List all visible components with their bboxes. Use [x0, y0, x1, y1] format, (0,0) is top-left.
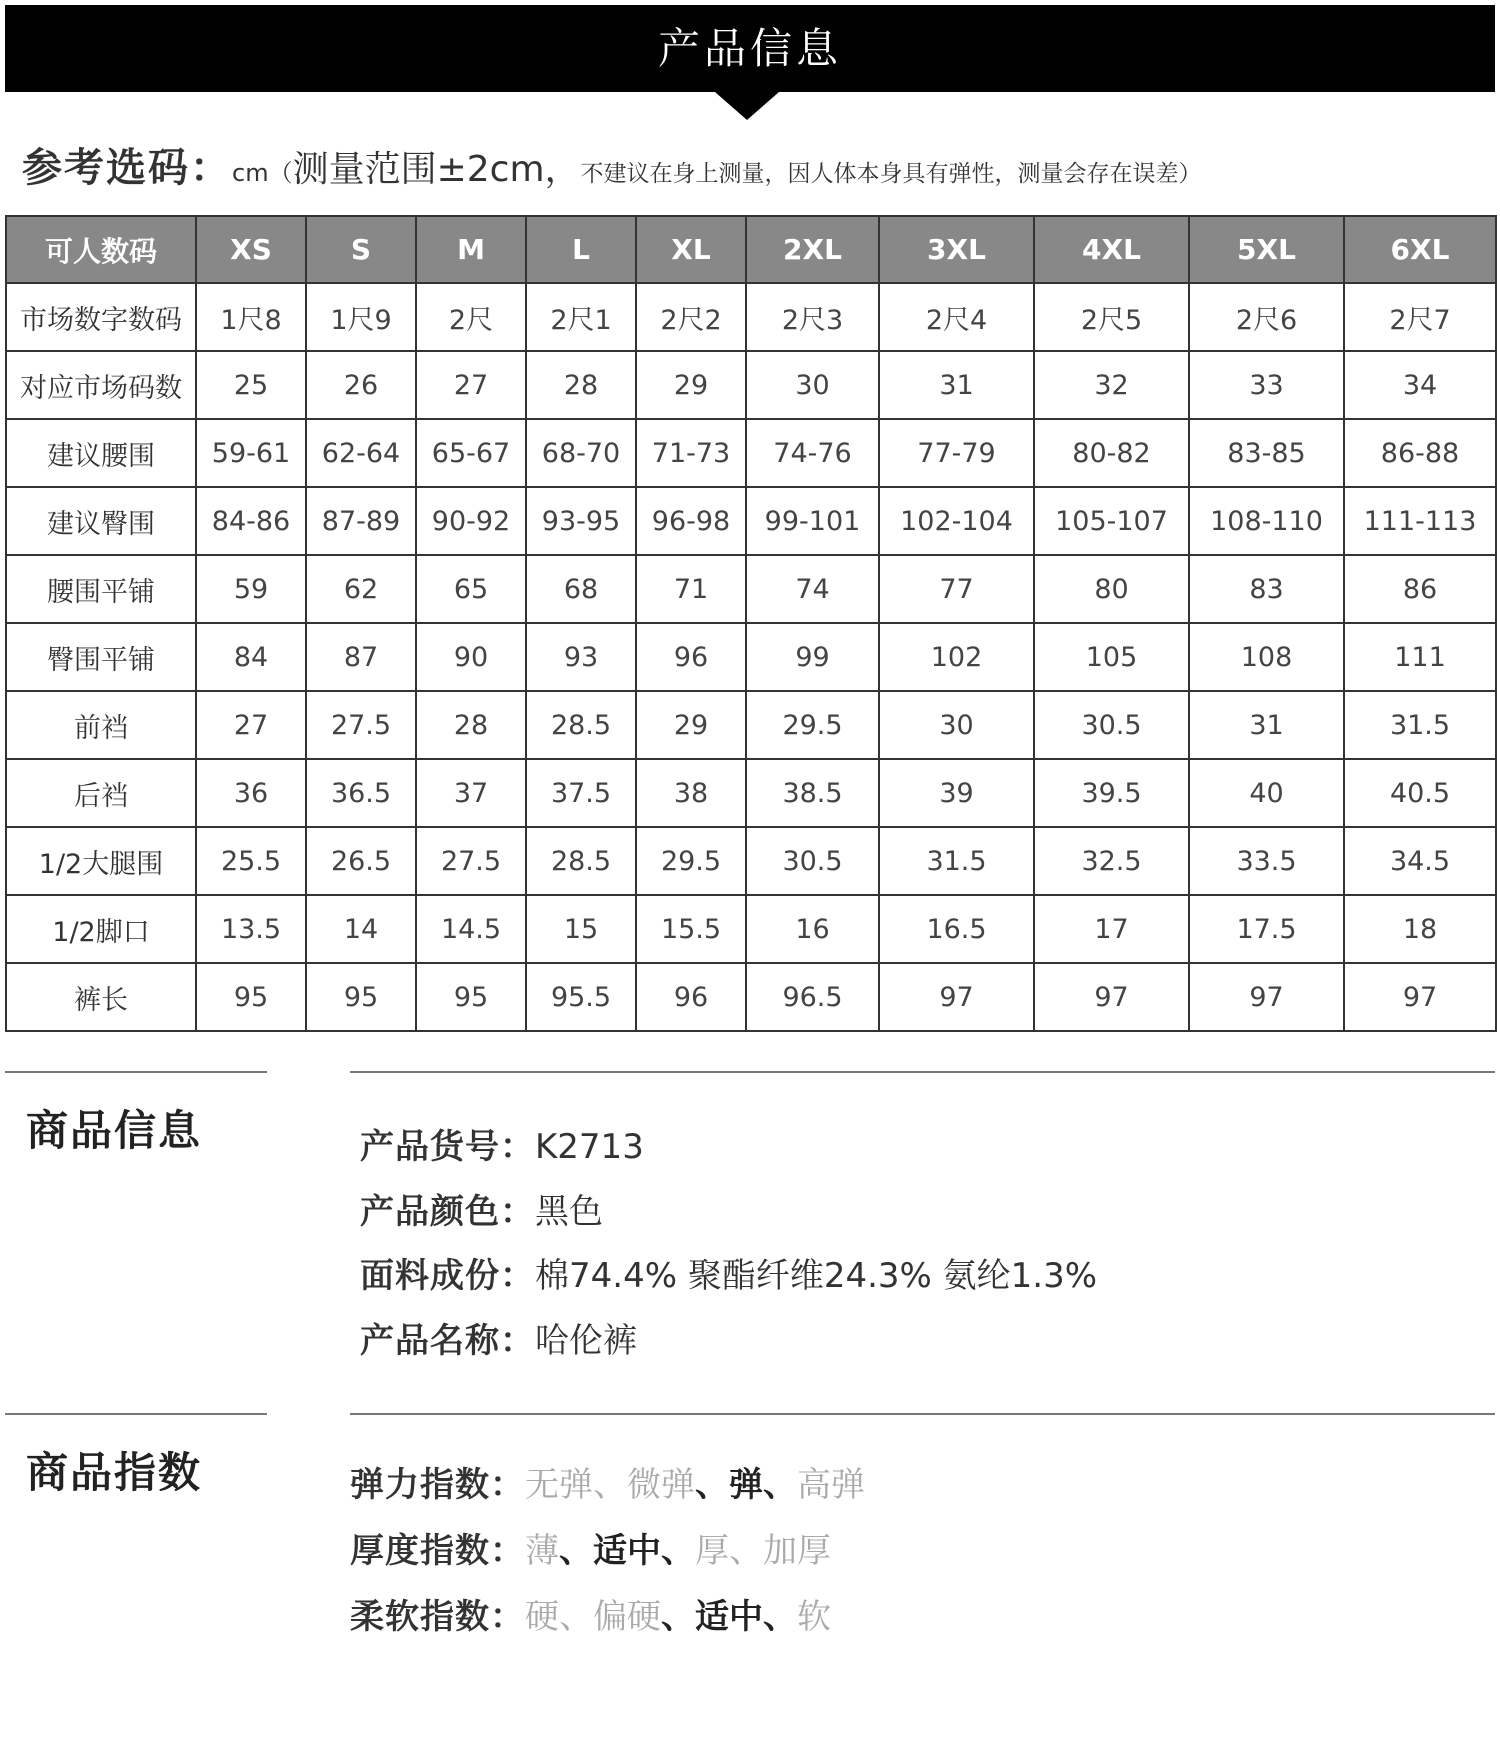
table-cell: 102 [879, 623, 1034, 691]
index-option: 硬 [525, 1597, 559, 1637]
table-cell: 86-88 [1344, 419, 1496, 487]
table-cell: 16.5 [879, 895, 1034, 963]
size-column-header: L [526, 216, 636, 283]
table-cell: 84 [196, 623, 306, 691]
table-cell: 31 [1189, 691, 1344, 759]
table-cell: 65 [416, 555, 526, 623]
table-cell: 74-76 [746, 419, 879, 487]
table-cell: 84-86 [196, 487, 306, 555]
banner-title: 产品信息 [657, 24, 842, 73]
table-cell: 14.5 [416, 895, 526, 963]
size-column-header: M [416, 216, 526, 283]
index-option-selected: 适中 [695, 1597, 763, 1637]
table-cell: 86 [1344, 555, 1496, 623]
table-cell: 15.5 [636, 895, 746, 963]
index-option: 偏硬 [593, 1597, 661, 1637]
row-label: 建议臀围 [6, 487, 196, 555]
table-row [6, 283, 1496, 351]
table-cell: 2尺3 [746, 283, 879, 351]
table-cell: 95 [416, 963, 526, 1031]
index-separator: 、 [559, 1531, 593, 1571]
table-cell: 1尺8 [196, 283, 306, 351]
table-cell: 26 [306, 351, 416, 419]
table-cell: 80 [1034, 555, 1189, 623]
table-cell: 80-82 [1034, 419, 1189, 487]
info-key: 面料成份： [360, 1256, 535, 1296]
table-row [6, 623, 1496, 691]
table-cell: 96-98 [636, 487, 746, 555]
table-cell: 87 [306, 623, 416, 691]
row-label: 建议腰围 [6, 419, 196, 487]
table-cell: 36 [196, 759, 306, 827]
index-option: 厚 [695, 1531, 729, 1571]
index-separator: 、 [763, 1465, 797, 1505]
table-cell: 32.5 [1034, 827, 1189, 895]
info-value: 黑色 [535, 1192, 603, 1232]
table-cell: 108 [1189, 623, 1344, 691]
row-label: 1/2脚口 [6, 895, 196, 963]
product-index-title: 商品指数 [26, 1448, 203, 1497]
table-cell: 29.5 [636, 827, 746, 895]
table-cell: 27 [416, 351, 526, 419]
size-reference-unit: cm（ [232, 159, 293, 187]
info-row [360, 1187, 603, 1237]
divider [350, 1071, 1495, 1073]
table-row [6, 487, 1496, 555]
table-cell: 87-89 [306, 487, 416, 555]
table-cell: 97 [879, 963, 1034, 1031]
table-cell: 17.5 [1189, 895, 1344, 963]
product-info-title: 商品信息 [26, 1106, 203, 1155]
table-cell: 95 [306, 963, 416, 1031]
index-separator: 、 [729, 1531, 763, 1571]
info-value: 哈伦裤 [535, 1321, 637, 1361]
index-separator: 、 [559, 1597, 593, 1637]
table-cell: 15 [526, 895, 636, 963]
row-label: 腰围平铺 [6, 555, 196, 623]
index-row [350, 1526, 831, 1576]
index-key: 厚度指数： [350, 1531, 525, 1571]
table-cell: 2尺 [416, 283, 526, 351]
index-option: 高弹 [797, 1465, 865, 1505]
table-cell: 27.5 [416, 827, 526, 895]
table-row [6, 963, 1496, 1031]
table-cell: 39.5 [1034, 759, 1189, 827]
table-cell: 31.5 [879, 827, 1034, 895]
index-row [350, 1592, 831, 1642]
table-cell: 25 [196, 351, 306, 419]
table-cell: 30 [746, 351, 879, 419]
table-cell: 95 [196, 963, 306, 1031]
index-key: 柔软指数： [350, 1597, 525, 1637]
index-key: 弹力指数： [350, 1465, 525, 1505]
table-cell: 99-101 [746, 487, 879, 555]
row-label: 后裆 [6, 759, 196, 827]
size-table-header-label: 可人数码 [6, 216, 196, 283]
table-cell: 26.5 [306, 827, 416, 895]
table-cell: 83-85 [1189, 419, 1344, 487]
table-cell: 27.5 [306, 691, 416, 759]
table-cell: 2尺5 [1034, 283, 1189, 351]
table-cell: 93-95 [526, 487, 636, 555]
table-cell: 96 [636, 623, 746, 691]
size-reference-range: 测量范围±2cm， [292, 149, 581, 190]
table-cell: 105 [1034, 623, 1189, 691]
table-cell: 34 [1344, 351, 1496, 419]
size-reference-note [22, 138, 1492, 198]
table-cell: 18 [1344, 895, 1496, 963]
table-cell: 14 [306, 895, 416, 963]
table-cell: 2尺2 [636, 283, 746, 351]
table-cell: 77-79 [879, 419, 1034, 487]
size-column-header: 4XL [1034, 216, 1189, 283]
divider [5, 1413, 267, 1415]
table-cell: 59-61 [196, 419, 306, 487]
row-label: 对应市场码数 [6, 351, 196, 419]
header-banner [5, 5, 1495, 92]
table-cell: 30.5 [746, 827, 879, 895]
table-row [6, 351, 1496, 419]
info-key: 产品颜色： [360, 1192, 535, 1232]
info-row [360, 1251, 1097, 1301]
table-cell: 34.5 [1344, 827, 1496, 895]
size-column-header: 5XL [1189, 216, 1344, 283]
table-cell: 62 [306, 555, 416, 623]
table-cell: 99 [746, 623, 879, 691]
row-label: 市场数字数码 [6, 283, 196, 351]
table-cell: 65-67 [416, 419, 526, 487]
row-label: 臀围平铺 [6, 623, 196, 691]
table-cell: 111-113 [1344, 487, 1496, 555]
table-cell: 28.5 [526, 691, 636, 759]
table-cell: 29.5 [746, 691, 879, 759]
size-table-body [6, 283, 1496, 1031]
table-cell: 2尺4 [879, 283, 1034, 351]
index-option: 软 [797, 1597, 831, 1637]
table-cell: 40 [1189, 759, 1344, 827]
table-cell: 31.5 [1344, 691, 1496, 759]
info-key: 产品货号： [360, 1127, 535, 1167]
table-cell: 62-64 [306, 419, 416, 487]
table-cell: 77 [879, 555, 1034, 623]
table-cell: 96 [636, 963, 746, 1031]
size-column-header: 3XL [879, 216, 1034, 283]
table-cell: 32 [1034, 351, 1189, 419]
table-cell: 30.5 [1034, 691, 1189, 759]
table-row [6, 895, 1496, 963]
table-cell: 90-92 [416, 487, 526, 555]
table-cell: 40.5 [1344, 759, 1496, 827]
size-column-header: XL [636, 216, 746, 283]
info-row [360, 1316, 637, 1366]
table-cell: 71 [636, 555, 746, 623]
table-cell: 38 [636, 759, 746, 827]
table-cell: 28 [526, 351, 636, 419]
table-cell: 2尺7 [1344, 283, 1496, 351]
index-option: 加厚 [763, 1531, 831, 1571]
table-cell: 28.5 [526, 827, 636, 895]
info-value: 棉74.4% 聚酯纤维24.3% 氨纶1.3% [535, 1256, 1098, 1296]
table-cell: 31 [879, 351, 1034, 419]
divider [5, 1071, 267, 1073]
index-option: 无弹 [525, 1465, 593, 1505]
size-column-header: 6XL [1344, 216, 1496, 283]
table-cell: 102-104 [879, 487, 1034, 555]
table-cell: 90 [416, 623, 526, 691]
table-row [6, 419, 1496, 487]
index-option-selected: 弹 [729, 1465, 763, 1505]
table-cell: 97 [1344, 963, 1496, 1031]
table-cell: 13.5 [196, 895, 306, 963]
info-value: K2713 [535, 1127, 644, 1167]
size-column-header: 2XL [746, 216, 879, 283]
size-column-header: XS [196, 216, 306, 283]
table-cell: 111 [1344, 623, 1496, 691]
row-label: 1/2大腿围 [6, 827, 196, 895]
table-cell: 68-70 [526, 419, 636, 487]
table-row [6, 555, 1496, 623]
size-reference-label: 参考选码： [22, 145, 232, 191]
table-cell: 2尺6 [1189, 283, 1344, 351]
table-cell: 96.5 [746, 963, 879, 1031]
table-cell: 108-110 [1189, 487, 1344, 555]
table-cell: 59 [196, 555, 306, 623]
table-cell: 95.5 [526, 963, 636, 1031]
table-cell: 1尺9 [306, 283, 416, 351]
table-cell: 71-73 [636, 419, 746, 487]
table-cell: 93 [526, 623, 636, 691]
table-cell: 28 [416, 691, 526, 759]
banner-pointer [715, 92, 779, 120]
index-separator: 、 [661, 1531, 695, 1571]
table-row [6, 827, 1496, 895]
table-cell: 37.5 [526, 759, 636, 827]
table-cell: 39 [879, 759, 1034, 827]
table-cell: 83 [1189, 555, 1344, 623]
table-cell: 68 [526, 555, 636, 623]
table-cell: 105-107 [1034, 487, 1189, 555]
index-option: 薄 [525, 1531, 559, 1571]
size-table [5, 215, 1497, 1032]
row-label: 前裆 [6, 691, 196, 759]
info-key: 产品名称： [360, 1321, 535, 1361]
table-row [6, 759, 1496, 827]
index-separator: 、 [695, 1465, 729, 1505]
index-row [350, 1460, 865, 1510]
info-row [360, 1122, 644, 1172]
table-cell: 37 [416, 759, 526, 827]
table-cell: 33 [1189, 351, 1344, 419]
table-cell: 36.5 [306, 759, 416, 827]
table-cell: 17 [1034, 895, 1189, 963]
size-table-header-row [6, 216, 1496, 283]
size-column-header: S [306, 216, 416, 283]
table-cell: 33.5 [1189, 827, 1344, 895]
table-cell: 16 [746, 895, 879, 963]
index-separator: 、 [593, 1465, 627, 1505]
table-cell: 97 [1034, 963, 1189, 1031]
table-cell: 27 [196, 691, 306, 759]
size-reference-hint: 不建议在身上测量，因人体本身具有弹性，测量会存在误差） [580, 161, 1202, 187]
table-cell: 38.5 [746, 759, 879, 827]
divider [350, 1413, 1495, 1415]
table-cell: 25.5 [196, 827, 306, 895]
index-separator: 、 [661, 1597, 695, 1637]
table-cell: 29 [636, 351, 746, 419]
index-option: 微弹 [627, 1465, 695, 1505]
table-cell: 74 [746, 555, 879, 623]
index-separator: 、 [763, 1597, 797, 1637]
table-cell: 2尺1 [526, 283, 636, 351]
index-option-selected: 适中 [593, 1531, 661, 1571]
table-cell: 30 [879, 691, 1034, 759]
table-cell: 29 [636, 691, 746, 759]
row-label: 裤长 [6, 963, 196, 1031]
table-row [6, 691, 1496, 759]
table-cell: 97 [1189, 963, 1344, 1031]
